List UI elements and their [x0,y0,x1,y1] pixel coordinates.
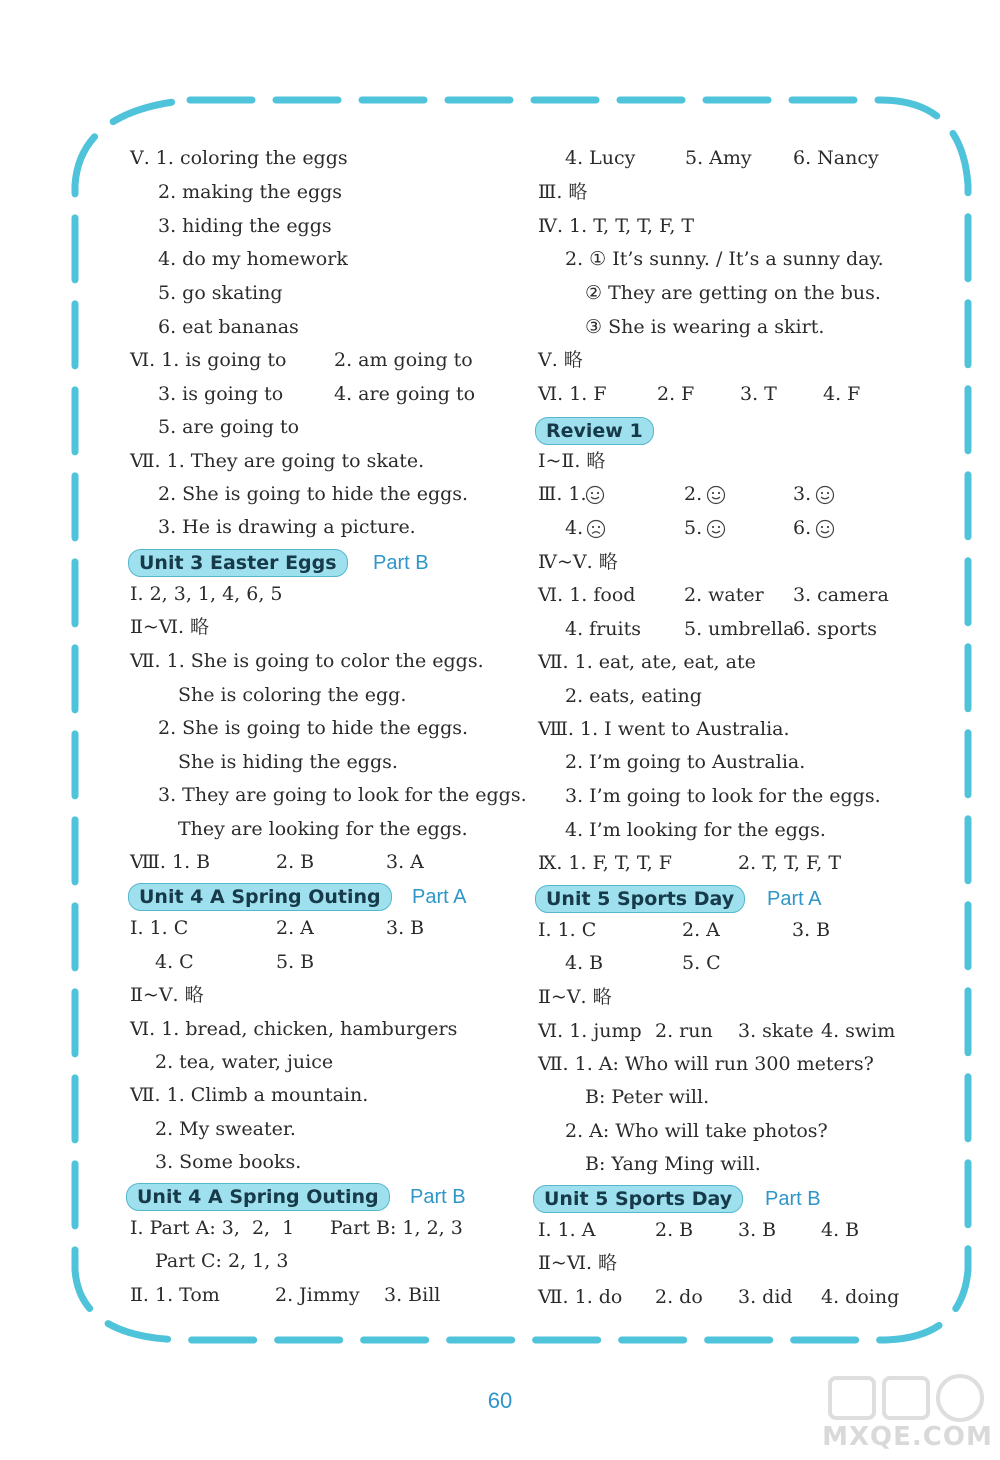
watermark-emblem-icon [820,1370,995,1425]
unit-title-pill: Unit 5 Sports Day [533,1185,743,1213]
answer-line: 3. Some books. [155,1151,302,1173]
answer-line: 3. B [738,1219,777,1241]
answer-line: Ⅴ. 1. coloring the eggs [130,147,348,169]
answer-line: 2. ① It’s sunny. / It’s a sunny day. [565,248,884,270]
answer-line: 2. water [684,584,764,606]
answer-line: 3. He is drawing a picture. [158,516,416,538]
answer-line: Ⅶ. 1. A: Who will run 300 meters? [538,1053,874,1075]
answer-line: 3. [793,483,812,505]
answer-line: Ⅶ. 1. do [538,1286,623,1308]
answer-line: Ⅲ. 略 [538,181,588,203]
answer-line: 3. hiding the eggs [158,215,332,237]
answer-line: 5. B [276,951,315,973]
answer-line: 5. C [682,952,721,974]
answer-line: 4. C [155,951,194,973]
answer-line: 2. Jimmy [275,1284,360,1306]
answer-line: Ⅱ~Ⅵ. 略 [538,1252,618,1274]
review-title-pill: Review 1 [535,417,654,445]
answer-line: 4. doing [821,1286,900,1308]
watermark-logo [820,1370,995,1455]
answer-line: Ⅵ. 1. is going to [130,349,287,371]
answer-line: 4. B [821,1219,860,1241]
smile-face-icon [706,519,726,539]
answer-line: She is coloring the egg. [178,684,407,706]
answer-line: 3. did [738,1286,793,1308]
smile-face-icon [585,485,605,505]
frown-face-icon [586,519,606,539]
section-header-unit4-parta [128,883,498,911]
page-number: 60 [487,1388,513,1413]
answer-line: Ⅵ. 1. jump [538,1020,642,1042]
answer-line: 2. B [655,1219,694,1241]
answer-line: Ⅷ. 1. B [130,851,211,873]
answer-line: They are looking for the eggs. [178,818,468,840]
answer-line: Ⅵ. 1. bread, chicken, hamburgers [130,1018,458,1040]
answer-line: 4. B [565,952,604,974]
answer-line: 4. swim [821,1020,896,1042]
answer-line: Ⅳ~Ⅴ. 略 [538,551,618,573]
answer-line: 4. fruits [565,618,641,640]
answer-line: Part C: 2, 1, 3 [155,1250,289,1272]
answer-line: 4. [565,517,584,539]
answer-line: 2. F [657,383,695,405]
answer-line: 2. A [682,919,720,941]
answer-line: 2. making the eggs [158,181,343,203]
answer-line: 4. do my homework [158,248,348,270]
answer-line: 6. sports [793,618,877,640]
answer-line: ③ She is wearing a skirt. [585,316,825,338]
answer-line: 4. are going to [334,383,476,405]
answer-line: B: Peter will. [585,1086,710,1108]
smile-face-icon [815,485,835,505]
answer-line: Ⅱ~Ⅵ. 略 [130,616,210,638]
section-header-unit3-partb [128,549,458,577]
answer-line: Ⅳ. 1. T, T, T, F, T [538,215,695,237]
answer-line: 3. is going to [158,383,284,405]
unit-title-pill: Unit 3 Easter Eggs [128,549,348,577]
answer-line: 2. A [276,917,314,939]
answer-line: 2. T, T, F, T [738,852,842,874]
answer-line: Ⅰ. Part A: 3, 2, 1 [130,1217,295,1239]
answer-line: 2. tea, water, juice [155,1051,334,1073]
answer-line: Ⅰ. 1. C [538,919,597,941]
answer-line: 5. are going to [158,416,300,438]
answer-line: 2. I’m going to Australia. [565,751,806,773]
answer-line: Ⅶ. 1. She is going to color the eggs. [130,650,484,672]
answer-line: 3. Bill [384,1284,441,1306]
answer-line: 5. Amy [685,147,752,169]
answer-line: 4. F [823,383,861,405]
answer-line: 5. go skating [158,282,283,304]
answer-line: 2. eats, eating [565,685,702,707]
answer-line: 2. B [276,851,315,873]
answer-line: 3. B [792,919,831,941]
part-label: Part B [765,1188,821,1210]
answer-line: 3. skate [738,1020,814,1042]
answer-line: 4. I’m looking for the eggs. [565,819,826,841]
answer-line: Ⅱ~Ⅴ. 略 [538,986,612,1008]
unit-title-pill: Unit 4 A Spring Outing [126,1183,390,1211]
answer-line: 4. Lucy [565,147,636,169]
answer-line: 2. My sweater. [155,1118,296,1140]
section-header-unit4-partb [126,1183,496,1211]
part-label: Part B [373,552,429,574]
answer-line: Ⅸ. 1. F, T, T, F [538,852,672,874]
answer-line: 2. do [655,1286,703,1308]
answer-line: 5. umbrella [684,618,795,640]
section-header-unit5-partb [533,1185,833,1213]
answer-line: Ⅶ. 1. eat, ate, eat, ate [538,651,756,673]
answer-line: 3. I’m going to look for the eggs. [565,785,881,807]
answer-line: Ⅶ. 1. They are going to skate. [130,450,425,472]
answer-line: 2. She is going to hide the eggs. [158,483,469,505]
section-header-unit5-parta [535,885,835,913]
answer-line: Ⅰ. 2, 3, 1, 4, 6, 5 [130,583,283,605]
answer-line: 2. run [655,1020,713,1042]
answer-line: Ⅰ. 1. C [130,917,189,939]
answer-line: Ⅶ. 1. Climb a mountain. [130,1084,369,1106]
answer-line: Ⅲ. 1. [538,483,587,505]
section-header-review1 [535,417,675,445]
answer-line: 3. They are going to look for the eggs. [158,784,527,806]
answer-line: 2. She is going to hide the eggs. [158,717,469,739]
watermark-text: MXQE.COM [822,1422,993,1452]
answer-line: Ⅷ. 1. I went to Australia. [538,718,790,740]
answer-line: Ⅰ. 1. A [538,1219,596,1241]
unit-title-pill: Unit 5 Sports Day [535,885,745,913]
answer-line: Ⅵ. 1. food [538,584,636,606]
answer-line: Ⅱ~Ⅴ. 略 [130,984,204,1006]
answer-line: Ⅵ. 1. F [538,383,607,405]
answer-line: B: Yang Ming will. [585,1153,761,1175]
answer-line: 6. Nancy [793,147,879,169]
answer-line: 2. A: Who will take photos? [565,1120,828,1142]
answer-line: She is hiding the eggs. [178,751,398,773]
answer-line: 3. T [740,383,777,405]
unit-title-pill: Unit 4 A Spring Outing [128,883,392,911]
answer-line: 3. A [386,851,424,873]
answer-line: 2. [684,483,703,505]
answer-line: 5. [684,517,703,539]
answer-line: 2. am going to [334,349,473,371]
answer-line: 3. camera [793,584,889,606]
part-label: Part B [410,1186,466,1208]
answer-line: Ⅰ~Ⅱ. 略 [538,450,606,472]
answer-line: Ⅴ. 略 [538,349,583,371]
answer-line: 6. eat bananas [158,316,299,338]
smile-face-icon [815,519,835,539]
answer-line: ② They are getting on the bus. [585,282,881,304]
part-label: Part A [767,888,822,910]
answer-line: 6. [793,517,812,539]
part-label: Part A [412,886,467,908]
smile-face-icon [706,485,726,505]
answer-line: Ⅱ. 1. Tom [130,1284,220,1306]
answer-line: Part B: 1, 2, 3 [330,1217,463,1239]
answer-line: 3. B [386,917,425,939]
